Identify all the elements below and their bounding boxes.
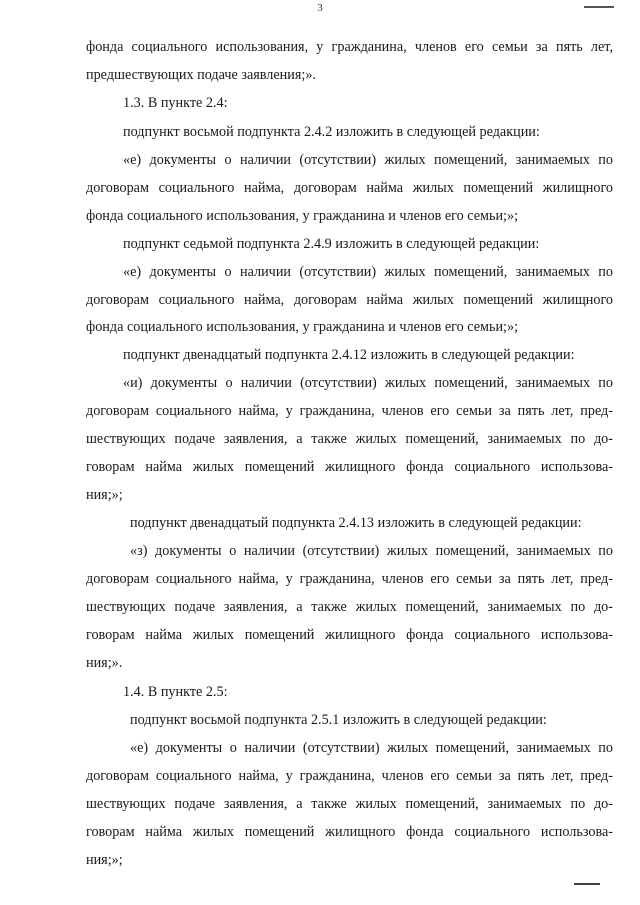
page-number: 3 — [317, 2, 323, 14]
scan-mark-top — [584, 0, 614, 8]
text-line: договорам социального найма, договорам найма жилых помещений жилищного — [86, 180, 613, 196]
text-line: подпункт восьмой подпункта 2.5.1 изложить в следующей редакции: — [130, 712, 547, 728]
text-line: ния;». — [86, 655, 123, 671]
text-line: «е) документы о наличии (отсутствии) жилых помещений, занимаемых по — [123, 264, 613, 280]
text-line: подпункт двенадцатый подпункта 2.4.13 изложить в следующей редакции: — [130, 515, 582, 531]
scan-mark-bottom — [574, 883, 600, 885]
text-line: говорам найма жилых помещений жилищного фонда социального использова- — [86, 824, 613, 840]
section-heading: 1.4. В пункте 2.5: — [123, 684, 228, 700]
text-line: «е) документы о наличии (отсутствии) жилых помещений, занимаемых по — [130, 740, 613, 756]
text-line: договорам социального найма, у гражданина, членов его семьи за пять лет, пред- — [86, 403, 613, 419]
text-line: фонда социального использования, у гражданина и членов его семьи;»; — [86, 208, 519, 224]
text-line: ния;»; — [86, 852, 123, 868]
text-line: шествующих подаче заявления, а также жилых помещений, занимаемых по до- — [86, 431, 613, 447]
text-line: договорам социального найма, договорам найма жилых помещений жилищного — [86, 292, 613, 308]
text-line: шествующих подаче заявления, а также жилых помещений, занимаемых по до- — [86, 599, 613, 615]
text-line: «е) документы о наличии (отсутствии) жилых помещений, занимаемых по — [123, 152, 613, 168]
section-heading: 1.3. В пункте 2.4: — [123, 95, 228, 111]
text-line: шествующих подаче заявления, а также жилых помещений, занимаемых по до- — [86, 796, 613, 812]
text-line: подпункт восьмой подпункта 2.4.2 изложить в следующей редакции: — [123, 124, 540, 140]
text-line: подпункт двенадцатый подпункта 2.4.12 изложить в следующей редакции: — [123, 347, 575, 363]
text-line: договорам социального найма, у гражданина, членов его семьи за пять лет, пред- — [86, 571, 613, 587]
text-line: «з) документы о наличии (отсутствии) жилых помещений, занимаемых по — [130, 543, 613, 559]
text-line: предшествующих подаче заявления;». — [86, 67, 316, 83]
text-line: «и) документы о наличии (отсутствии) жилых помещений, занимаемых по — [123, 375, 613, 391]
text-line: говорам найма жилых помещений жилищного фонда социального использова- — [86, 459, 613, 475]
text-line: ния;»; — [86, 487, 123, 503]
text-line: фонда социального использования, у гражданина, членов его семьи за пять лет, — [86, 39, 613, 55]
text-line: подпункт седьмой подпункта 2.4.9 изложить в следующей редакции: — [123, 236, 540, 252]
text-line: фонда социального использования, у гражданина и членов его семьи;»; — [86, 319, 519, 335]
text-line: говорам найма жилых помещений жилищного фонда социального использова- — [86, 627, 613, 643]
text-line: договорам социального найма, у гражданина, членов его семьи за пять лет, пред- — [86, 768, 613, 784]
